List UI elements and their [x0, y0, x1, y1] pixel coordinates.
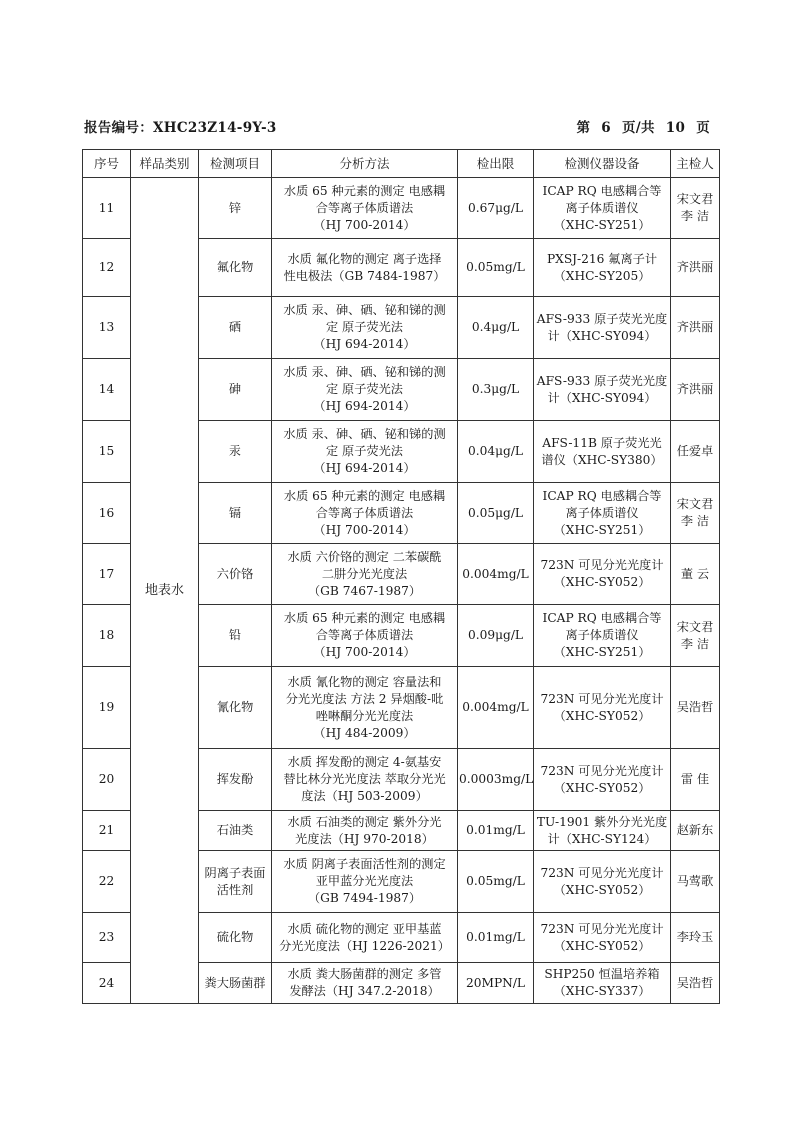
detection-limit: 0.004mg/L	[458, 544, 534, 605]
page-info: 第 6 页/共 10 页	[576, 120, 710, 136]
results-table	[82, 149, 720, 1004]
detection-limit: 0.04μg/L	[458, 421, 534, 483]
inspector: 李玲玉	[671, 913, 720, 963]
inspector: 任爱卓	[671, 421, 720, 483]
row-number: 21	[83, 811, 131, 851]
row-number: 11	[83, 178, 131, 239]
analysis-method: 水质 65 种元素的测定 电感耦 合等离子体质谱法 （HJ 700-2014）	[272, 178, 458, 239]
detection-limit: 0.004mg/L	[458, 667, 534, 749]
detection-limit: 0.01mg/L	[458, 913, 534, 963]
table-row	[83, 178, 720, 239]
inspector: 吴浩哲	[671, 963, 720, 1004]
row-number: 14	[83, 359, 131, 421]
instrument: AFS-933 原子荧光光度 计（XHC-SY094）	[534, 359, 671, 421]
instrument: ICAP RQ 电感耦合等 离子体质谱仪 （XHC-SY251）	[534, 178, 671, 239]
analysis-method: 水质 汞、砷、硒、铋和锑的测 定 原子荧光法 （HJ 694-2014）	[272, 297, 458, 359]
inspector: 宋文君 李 洁	[671, 178, 720, 239]
row-number: 24	[83, 963, 131, 1004]
test-item: 六价铬	[199, 544, 272, 605]
test-item: 铅	[199, 605, 272, 667]
test-item: 锌	[199, 178, 272, 239]
analysis-method: 水质 汞、砷、硒、铋和锑的测 定 原子荧光法 （HJ 694-2014）	[272, 359, 458, 421]
sample-category: 地表水	[131, 178, 199, 1004]
instrument: AFS-933 原子荧光光度 计（XHC-SY094）	[534, 297, 671, 359]
inspector: 齐洪丽	[671, 359, 720, 421]
inspector: 雷 佳	[671, 749, 720, 811]
detection-limit: 20MPN/L	[458, 963, 534, 1004]
row-number: 23	[83, 913, 131, 963]
instrument: ICAP RQ 电感耦合等 离子体质谱仪 （XHC-SY251）	[534, 483, 671, 544]
analysis-method: 水质 硫化物的测定 亚甲基蓝 分光光度法（HJ 1226-2021）	[272, 913, 458, 963]
detection-limit: 0.3μg/L	[458, 359, 534, 421]
analysis-method: 水质 六价铬的测定 二苯碳酰 二肼分光光度法 （GB 7467-1987）	[272, 544, 458, 605]
inspector: 吴浩哲	[671, 667, 720, 749]
analysis-method: 水质 65 种元素的测定 电感耦 合等离子体质谱法 （HJ 700-2014）	[272, 483, 458, 544]
instrument: PXSJ-216 氟离子计 （XHC-SY205）	[534, 239, 671, 297]
inspector: 宋文君 李 洁	[671, 605, 720, 667]
row-number: 18	[83, 605, 131, 667]
instrument: 723N 可见分光光度计 （XHC-SY052）	[534, 913, 671, 963]
test-item: 硫化物	[199, 913, 272, 963]
analysis-method: 水质 氟化物的测定 离子选择 性电极法（GB 7484-1987）	[272, 239, 458, 297]
inspector: 齐洪丽	[671, 239, 720, 297]
test-item: 氰化物	[199, 667, 272, 749]
analysis-method: 水质 石油类的测定 紫外分光 光度法（HJ 970-2018）	[272, 811, 458, 851]
column-header: 分析方法	[272, 150, 458, 178]
test-item: 汞	[199, 421, 272, 483]
detection-limit: 0.05mg/L	[458, 239, 534, 297]
analysis-method: 水质 粪大肠菌群的测定 多管 发酵法（HJ 347.2-2018）	[272, 963, 458, 1004]
row-number: 19	[83, 667, 131, 749]
row-number: 15	[83, 421, 131, 483]
instrument: TU-1901 紫外分光光度 计（XHC-SY124）	[534, 811, 671, 851]
column-header: 检测仪器设备	[534, 150, 671, 178]
inspector: 齐洪丽	[671, 297, 720, 359]
detection-limit: 0.0003mg/L	[458, 749, 534, 811]
detection-limit: 0.05mg/L	[458, 851, 534, 913]
detection-limit: 0.05μg/L	[458, 483, 534, 544]
column-header: 检测项目	[199, 150, 272, 178]
detection-limit: 0.67μg/L	[458, 178, 534, 239]
analysis-method: 水质 阴离子表面活性剂的测定 亚甲蓝分光光度法 （GB 7494-1987）	[272, 851, 458, 913]
analysis-method: 水质 氰化物的测定 容量法和 分光光度法 方法 2 异烟酸-吡 唑啉酮分光光度法 （HJ 484-2009）	[272, 667, 458, 749]
detection-limit: 0.09μg/L	[458, 605, 534, 667]
row-number: 22	[83, 851, 131, 913]
inspector: 马莺歌	[671, 851, 720, 913]
report-number: 报告编号：XHC23Z14-9Y-3	[84, 120, 277, 136]
row-number: 17	[83, 544, 131, 605]
test-item: 镉	[199, 483, 272, 544]
test-item: 粪大肠菌群	[199, 963, 272, 1004]
detection-limit: 0.4μg/L	[458, 297, 534, 359]
inspector: 赵新东	[671, 811, 720, 851]
instrument: 723N 可见分光光度计 （XHC-SY052）	[534, 749, 671, 811]
instrument: AFS-11B 原子荧光光 谱仪（XHC-SY380）	[534, 421, 671, 483]
test-item: 挥发酚	[199, 749, 272, 811]
inspector: 董 云	[671, 544, 720, 605]
inspector: 宋文君 李 洁	[671, 483, 720, 544]
analysis-method: 水质 挥发酚的测定 4-氨基安 替比林分光光度法 萃取分光光 度法（HJ 503-2009）	[272, 749, 458, 811]
test-item: 硒	[199, 297, 272, 359]
column-header: 序号	[83, 150, 131, 178]
instrument: 723N 可见分光光度计 （XHC-SY052）	[534, 667, 671, 749]
analysis-method: 水质 汞、砷、硒、铋和锑的测 定 原子荧光法 （HJ 694-2014）	[272, 421, 458, 483]
test-item: 砷	[199, 359, 272, 421]
instrument: SHP250 恒温培养箱 （XHC-SY337）	[534, 963, 671, 1004]
row-number: 12	[83, 239, 131, 297]
row-number: 16	[83, 483, 131, 544]
instrument: 723N 可见分光光度计 （XHC-SY052）	[534, 851, 671, 913]
instrument: ICAP RQ 电感耦合等 离子体质谱仪 （XHC-SY251）	[534, 605, 671, 667]
detection-limit: 0.01mg/L	[458, 811, 534, 851]
test-item: 氟化物	[199, 239, 272, 297]
column-header: 样品类别	[131, 150, 199, 178]
column-header: 检出限	[458, 150, 534, 178]
instrument: 723N 可见分光光度计 （XHC-SY052）	[534, 544, 671, 605]
test-item: 石油类	[199, 811, 272, 851]
test-item: 阴离子表面活性剂	[199, 851, 272, 913]
column-header: 主检人	[671, 150, 720, 178]
row-number: 13	[83, 297, 131, 359]
table-header-row	[83, 150, 720, 178]
analysis-method: 水质 65 种元素的测定 电感耦 合等离子体质谱法 （HJ 700-2014）	[272, 605, 458, 667]
row-number: 20	[83, 749, 131, 811]
